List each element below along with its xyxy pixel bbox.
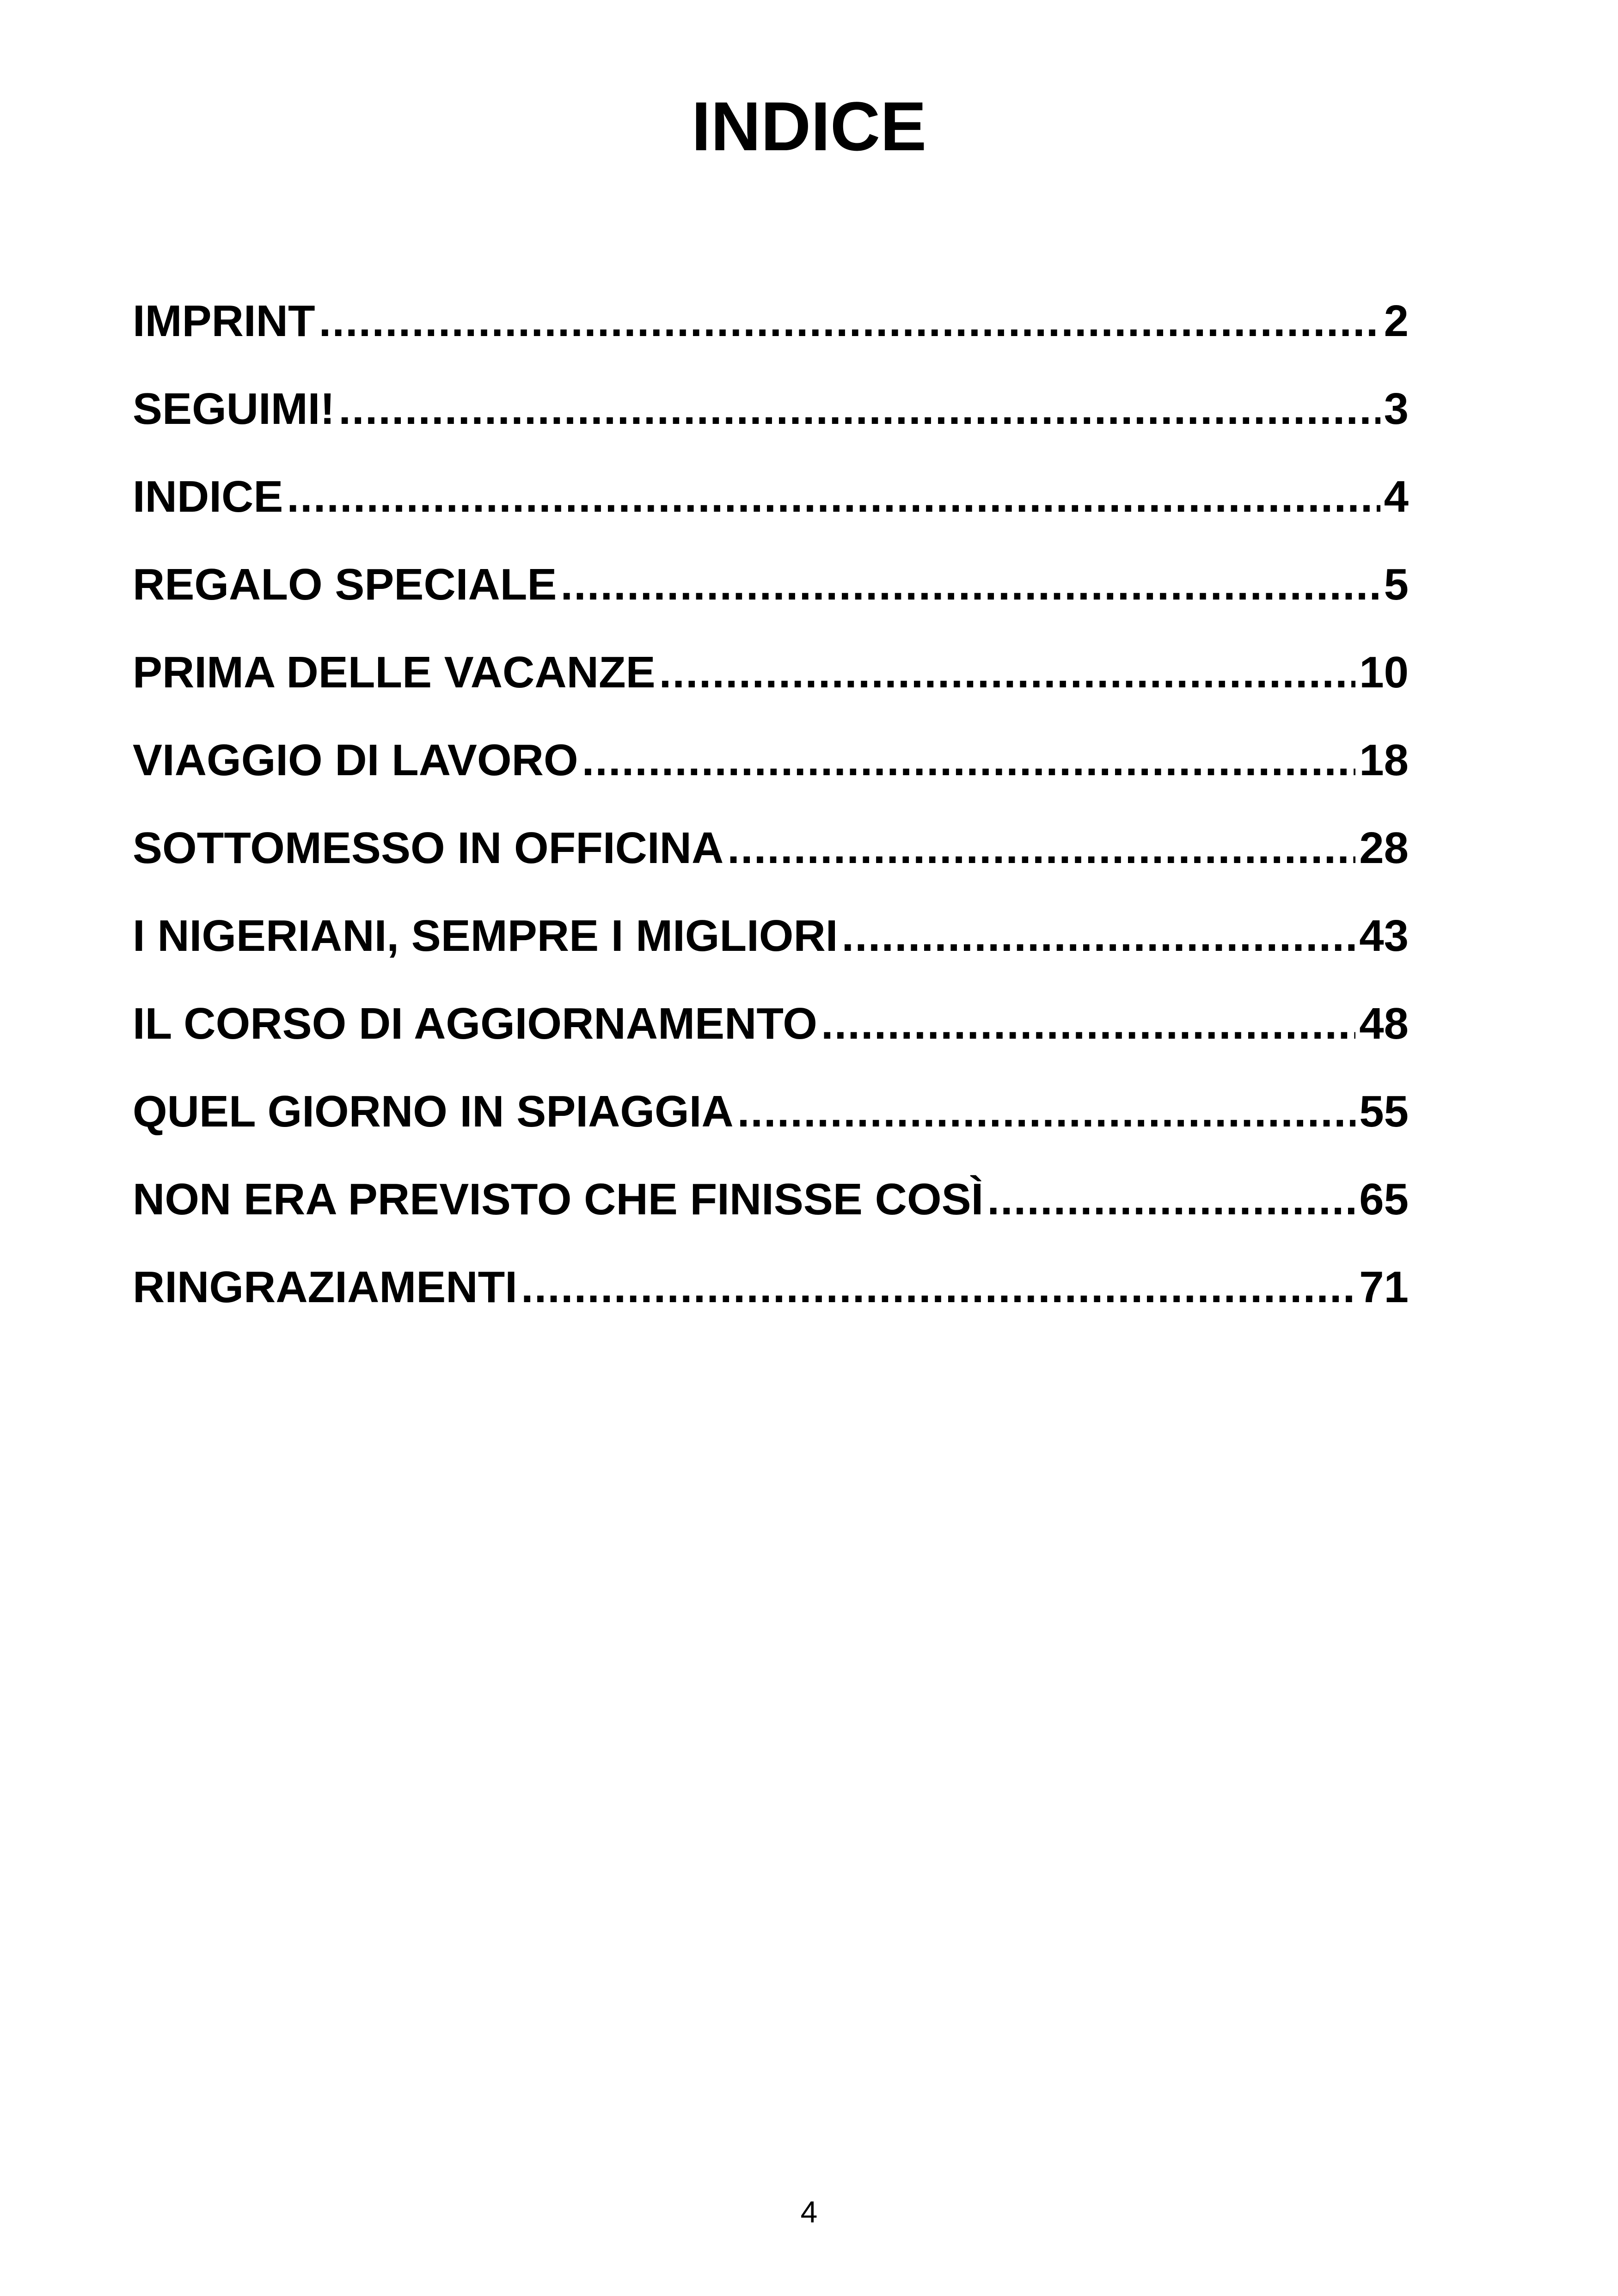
toc-entry-page: 71 xyxy=(1359,1262,1409,1312)
toc-entry-page: 3 xyxy=(1384,384,1409,434)
toc-entry-il-corso-di-aggiornamento[interactable] xyxy=(133,992,1409,1079)
dot-leader xyxy=(319,289,1380,354)
toc-entry-page: 65 xyxy=(1359,1175,1409,1224)
toc-entry-page: 10 xyxy=(1359,648,1409,697)
dot-leader xyxy=(287,465,1380,529)
toc-entry-page: 2 xyxy=(1384,296,1409,346)
toc-entry-indice[interactable] xyxy=(133,465,1409,552)
toc-entry-page: 5 xyxy=(1384,560,1409,609)
toc-entry-i-nigeriani[interactable] xyxy=(133,904,1409,992)
toc-entry-page: 4 xyxy=(1384,472,1409,521)
toc-entry-regalo-speciale[interactable] xyxy=(133,552,1409,640)
toc-entry-page: 43 xyxy=(1359,911,1409,961)
toc-entry-prima-delle-vacanze[interactable] xyxy=(133,640,1409,728)
toc-entry-sottomesso-in-officina[interactable] xyxy=(133,816,1409,904)
toc-entry-imprint[interactable] xyxy=(133,289,1409,377)
dot-leader xyxy=(737,1079,1356,1144)
toc-entry-label: QUEL GIORNO IN SPIAGGIA xyxy=(133,1087,734,1136)
toc-entry-quel-giorno-in-spiaggia[interactable] xyxy=(133,1079,1409,1167)
toc-entry-page: 18 xyxy=(1359,735,1409,785)
toc-entry-label: IL CORSO DI AGGIORNAMENTO xyxy=(133,999,817,1048)
toc-entry-label: IMPRINT xyxy=(133,296,315,346)
toc-entry-non-era-previsto[interactable] xyxy=(133,1167,1409,1255)
toc-entry-page: 48 xyxy=(1359,999,1409,1048)
toc-entry-label: RINGRAZIAMENTI xyxy=(133,1262,517,1312)
toc-entry-ringraziamenti[interactable] xyxy=(133,1255,1409,1343)
page-title: INDICE xyxy=(691,87,927,165)
toc-entry-label: SEGUIMI! xyxy=(133,384,335,434)
dot-leader xyxy=(521,1255,1355,1320)
dot-leader xyxy=(841,904,1355,968)
toc-entry-seguimi[interactable] xyxy=(133,377,1409,465)
dot-leader xyxy=(987,1167,1355,1232)
dot-leader xyxy=(582,728,1356,793)
toc-entry-page: 55 xyxy=(1359,1087,1409,1136)
toc-entry-label: PRIMA DELLE VACANZE xyxy=(133,648,656,697)
toc-entry-page: 28 xyxy=(1359,823,1409,873)
table-of-contents xyxy=(133,289,1409,1343)
toc-entry-viaggio-di-lavoro[interactable] xyxy=(133,728,1409,816)
dot-leader xyxy=(659,640,1356,705)
toc-entry-label: VIAGGIO DI LAVORO xyxy=(133,735,578,785)
dot-leader xyxy=(727,816,1355,881)
page-number: 4 xyxy=(800,2195,818,2229)
toc-entry-label: NON ERA PREVISTO CHE FINISSE COSÌ xyxy=(133,1175,984,1224)
dot-leader xyxy=(821,992,1355,1056)
dot-leader xyxy=(338,377,1380,441)
toc-entry-label: SOTTOMESSO IN OFFICINA xyxy=(133,823,724,873)
dot-leader xyxy=(560,552,1380,617)
toc-entry-label: REGALO SPECIALE xyxy=(133,560,557,609)
toc-entry-label: I NIGERIANI, SEMPRE I MIGLIORI xyxy=(133,911,838,961)
toc-entry-label: INDICE xyxy=(133,472,283,521)
